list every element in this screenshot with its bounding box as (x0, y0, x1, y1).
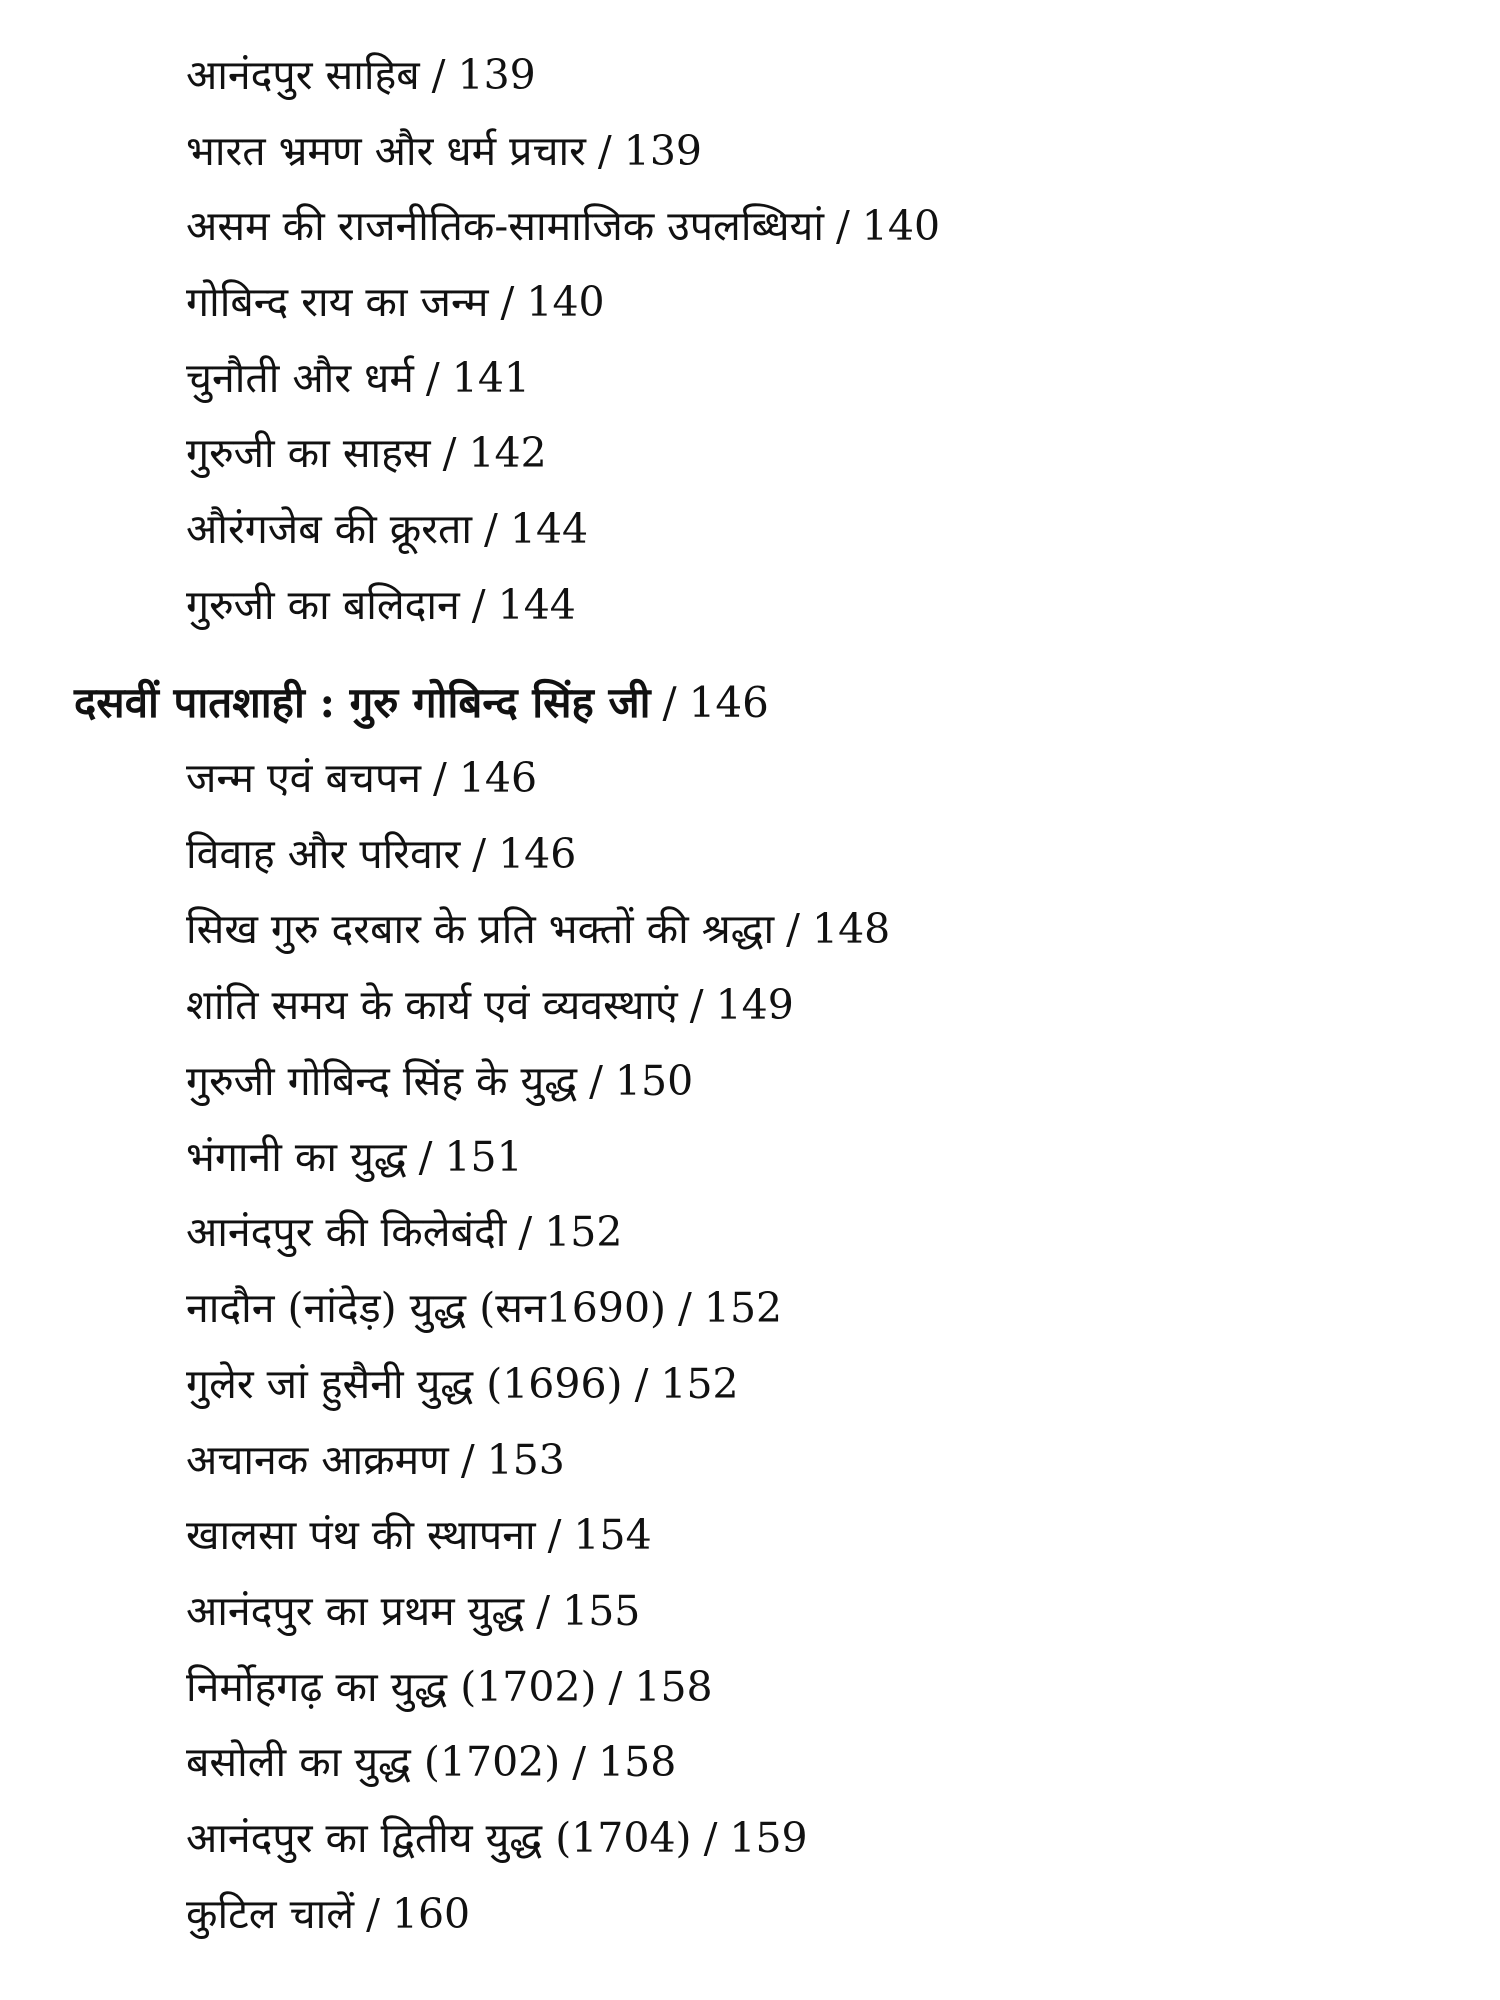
toc-entry (186, 51, 536, 99)
entry-separator: / (425, 354, 440, 402)
entry-separator: / (634, 1360, 649, 1408)
entry-page: 140 (861, 202, 941, 250)
toc-entry (186, 1360, 739, 1408)
toc-entry (186, 1436, 565, 1484)
toc-entry (186, 354, 531, 402)
entry-title: भारत भ्रमण और धर्म प्रचार (186, 127, 586, 175)
toc-entry (186, 1511, 652, 1559)
entry-separator: / (572, 1738, 587, 1786)
toc-entry (186, 1738, 677, 1786)
entry-page: 152 (703, 1284, 783, 1332)
toc-entry (186, 278, 605, 326)
entry-separator: / (366, 1890, 380, 1938)
entry-title: गुरुजी का साहस (186, 429, 431, 477)
toc-entry (186, 1814, 808, 1862)
toc-entry (186, 429, 547, 477)
entry-separator: / (678, 1284, 692, 1332)
entry-separator: / (471, 581, 486, 629)
toc-entry (186, 127, 702, 175)
entry-title: चुनौती और धर्म (186, 354, 414, 402)
entry-separator: / (662, 678, 677, 727)
entry-title: गुलेर जां हुसैनी युद्ध (1696) (186, 1360, 623, 1408)
entry-page: 149 (715, 981, 794, 1029)
entry-page: 142 (468, 429, 547, 477)
toc-entry (186, 1133, 523, 1181)
toc-entry (186, 1208, 623, 1256)
entry-title: जन्म एवं बचपन (186, 754, 422, 802)
entry-page: 158 (634, 1663, 713, 1711)
entry-page: 139 (457, 51, 536, 99)
toc-entry (186, 905, 891, 953)
entry-title: औरंगजेब की क्रूरता (186, 505, 473, 553)
toc-entry (186, 202, 941, 250)
entry-separator: / (460, 1436, 475, 1484)
entry-title: आनंदपुर का प्रथम युद्ध (186, 1587, 525, 1635)
chapter-heading (74, 678, 769, 727)
toc-entry (186, 1284, 783, 1332)
chapter-title: दसवीं पातशाही : गुरु गोबिन्द सिंह जी (74, 678, 651, 727)
entry-separator: / (431, 51, 446, 99)
toc-entry (186, 754, 538, 802)
entry-title: गोबिन्द राय का जन्म (186, 278, 489, 326)
toc-entry (186, 581, 576, 629)
toc-entry (186, 830, 577, 878)
toc-entry (186, 1587, 641, 1635)
entry-page: 144 (497, 581, 576, 629)
entry-separator: / (418, 1133, 433, 1181)
entry-separator: / (536, 1587, 551, 1635)
toc-entry (186, 981, 794, 1029)
entry-page: 146 (498, 830, 577, 878)
entry-separator: / (597, 127, 612, 175)
entry-separator: / (442, 429, 457, 477)
entry-title: कुटिल चालें (186, 1890, 355, 1938)
entry-page: 154 (573, 1511, 652, 1559)
entry-page: 146 (458, 754, 538, 802)
entry-separator: / (433, 754, 447, 802)
entry-separator: / (547, 1511, 562, 1559)
entry-title: आनंदपुर साहिब (186, 51, 420, 99)
entry-title: विवाह और परिवार (186, 830, 461, 878)
entry-page: 153 (486, 1436, 565, 1484)
entry-separator: / (786, 905, 800, 953)
entry-title: आनंदपुर की किलेबंदी (186, 1208, 507, 1256)
entry-separator: / (500, 278, 515, 326)
entry-page: 152 (660, 1360, 739, 1408)
toc-entry (186, 1890, 471, 1938)
entry-page: 160 (391, 1890, 471, 1938)
entry-title: खालसा पंथ की स्थापना (186, 1511, 536, 1559)
entry-separator: / (589, 1057, 603, 1105)
entry-page: 152 (544, 1208, 623, 1256)
entry-title: भंगानी का युद्ध (186, 1133, 407, 1181)
toc-entry (186, 1663, 713, 1711)
entry-page: 155 (562, 1587, 641, 1635)
entry-title: शांति समय के कार्य एवं व्यवस्थाएं (186, 981, 678, 1029)
entry-page: 158 (598, 1738, 677, 1786)
entry-page: 141 (451, 354, 531, 402)
toc-entry (186, 1057, 694, 1105)
entry-title: आनंदपुर का द्वितीय युद्ध (1704) (186, 1814, 692, 1862)
entry-page: 150 (614, 1057, 694, 1105)
entry-title: असम की राजनीतिक-सामाजिक उपलब्धियां (186, 202, 824, 250)
entry-separator: / (689, 981, 704, 1029)
toc-entry (186, 505, 589, 553)
entry-page: 159 (729, 1814, 808, 1862)
entry-title: गुरुजी का बलिदान (186, 581, 460, 629)
entry-page: 148 (811, 905, 891, 953)
entry-page: 144 (509, 505, 589, 553)
entry-title: नादौन (नांदेड़) युद्ध (सन1690) (186, 1284, 667, 1332)
entry-page: 140 (526, 278, 605, 326)
entry-title: गुरुजी गोबिन्द सिंह के युद्ध (186, 1057, 578, 1105)
chapter-page: 146 (688, 678, 769, 727)
entry-page: 139 (623, 127, 702, 175)
entry-title: सिख गुरु दरबार के प्रति भक्तों की श्रद्धा (186, 905, 775, 953)
entry-separator: / (518, 1208, 533, 1256)
entry-separator: / (472, 830, 487, 878)
entry-separator: / (703, 1814, 718, 1862)
entry-separator: / (835, 202, 850, 250)
entry-title: निर्मोहगढ़ का युद्ध (1702) (186, 1663, 597, 1711)
entry-separator: / (484, 505, 498, 553)
entry-title: अचानक आक्रमण (186, 1436, 449, 1484)
entry-title: बसोली का युद्ध (1702) (186, 1738, 561, 1786)
entry-separator: / (608, 1663, 623, 1711)
entry-page: 151 (444, 1133, 523, 1181)
